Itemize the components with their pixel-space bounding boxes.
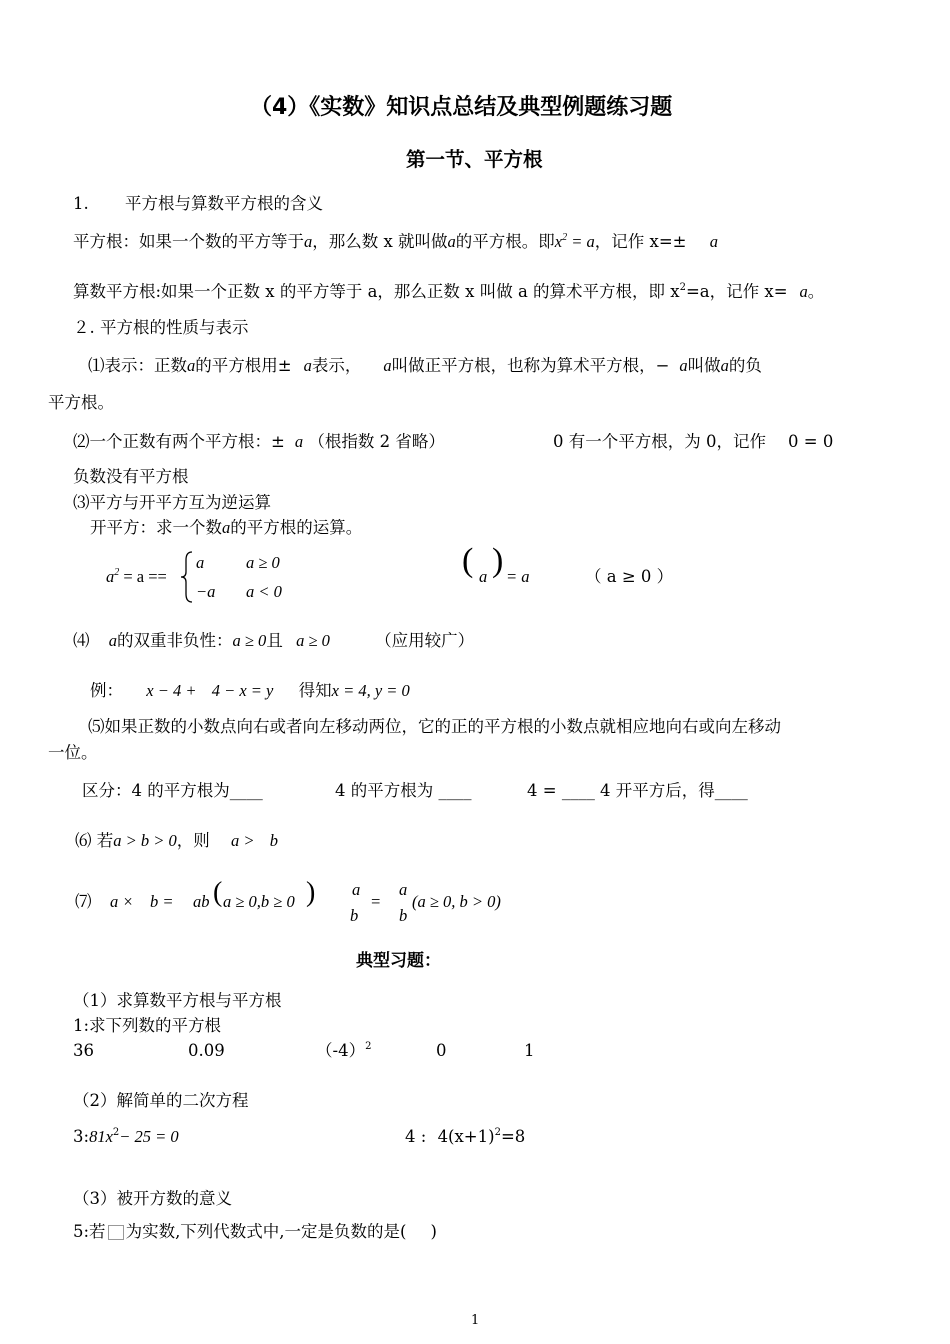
exercise-5-close: ) [430,1222,437,1241]
fraction-numerator: a [352,880,361,899]
def2-text-b: =a，记作 x= [685,282,788,301]
exponent: 2 [112,1127,120,1138]
brace-icon [180,550,194,604]
property-3-def [90,518,362,538]
formula-eq: = a == [123,567,167,586]
property-5-cont: 一位。 [48,743,98,762]
p3-text-b: 开平方：求一个数 [90,518,222,537]
exercise-4-rhs: =8 [500,1127,526,1146]
distinguish-2: 4 的平方根为 ____ [335,781,472,800]
exercise-4-label: 4 : [405,1127,427,1146]
var-a: a [720,356,729,375]
p2-text-a: ⑵一个正数有两个平方根：± [73,432,285,451]
exercise-3-label: 3: [73,1127,90,1146]
formula-r-cond: （ a ≥ 0 ） [585,567,674,586]
p4-text-c: 的双重非负性： [117,631,233,650]
formula-cond2: a < 0 [246,582,282,601]
math-sqrt0-eq-0: 0 = 0 [788,432,834,451]
def1-text-a: 平方根：如果一个数的平方等于 [73,232,304,251]
fraction-numerator: a [399,880,408,899]
def2-text-c: 。 [807,282,825,301]
def1-text-b: ，那么数 x 就叫做 [312,232,448,251]
def1-text-c: 的平方根。即 [455,232,555,251]
formula-case1: a [196,553,205,572]
formula-case2: −a [196,582,216,601]
exercise-1-value-3-base: （-4） [316,1041,366,1060]
property-1-cont: 平方根。 [48,393,114,412]
paren-right: ) [492,542,504,579]
exercise-2-heading: （2）解简单的二次方程 [73,1091,249,1110]
property-3: ⑶平方与开平方互为逆运算 [73,493,271,512]
exponent: 2 [365,1041,372,1052]
paren-left: ( [213,877,223,908]
math-a-ge-0: a ≥ 0 [232,631,267,650]
p6-text-a: ⑹ 若 [75,831,114,850]
exercise-2-item-4 [405,1127,525,1150]
math-sqrt-a: a > [231,831,255,850]
p1-text-a: ⑴表示：正数 [88,356,187,375]
exercise-3-heading: （3）被开方数的意义 [73,1189,232,1208]
example [90,681,410,701]
exercise-5-label: 5:若 [73,1222,106,1241]
item-1-number: 1. [73,194,89,213]
item-2-heading: ２. 平方根的性质与表示 [73,318,249,337]
distinguish-1: 区分：4 的平方根为____ [82,781,263,800]
exercise-3-rhs: − 25 = 0 [119,1127,179,1146]
p3-text-c: 的平方根的运算。 [230,518,363,537]
exponent: 2 [114,567,120,578]
formula-cond1: a ≥ 0 [246,553,280,572]
definition-square-root [73,232,718,255]
exercise-2-item-3 [73,1127,179,1150]
section-heading: 第一节、平方根 [406,148,543,171]
math-sqrt-a-ge-0: a ≥ 0 [296,631,330,650]
paren-right: ) [306,877,316,908]
def1-text-d: ，记作 x=± [594,232,687,251]
item-1-heading: 平方根与算数平方根的含义 [125,194,323,213]
math-x2-eq-a: $x^2 = a$ [554,232,595,251]
formula-a: a [106,567,115,586]
var-a: a [294,432,304,451]
page-title: （4）《实数》知识点总结及典型例题练习题 [250,95,673,120]
p2-text-b: （根指数 2 省略） [308,432,445,451]
example-label: 例： [90,681,123,700]
formula-r-eq: = a [506,567,530,586]
var-a: a [447,232,456,251]
p7-b-eq: b = [150,892,174,911]
p7-condition-1: a ≥ 0,b ≥ 0 [223,892,295,911]
property-2 [73,432,445,452]
example-expr-1: x − 4 + [146,681,197,700]
var-a: a [222,518,231,537]
paren-left: ( [462,542,474,579]
distinguish-3: 4 = ____ 4 开平方后，得____ [527,781,748,800]
placeholder-box-icon [108,1225,124,1240]
p4-text-e: 且 [266,631,283,650]
exponent: 2 [494,1127,501,1138]
exercise-1-heading: （1）求算数平方根与平方根 [73,991,282,1010]
p1-text-b: 的平方根用± [195,356,292,375]
p7-condition-2: (a ≥ 0, b > 0) [412,892,501,911]
p2-text-c: 0 有一个平方根，为 0，记作 [553,432,766,451]
exercise-1-value-4: 0 [436,1041,447,1060]
exponent: 2 [562,232,568,243]
exercise-1-task: 1:求下列数的平方根 [73,1016,222,1035]
example-text: 得知 [298,681,332,700]
property-1 [88,356,762,376]
exercise-4-lhs: 4(x+1) [437,1127,495,1146]
property-7-label: ⑺ [75,892,92,911]
math-sqrt-b: b [269,831,279,850]
exercise-1-value-5: 1 [524,1041,535,1060]
formula-lhs [106,567,167,590]
p7-ab: ab [193,892,210,911]
property-5: ⑸如果正数的小数点向右或者向左移动两位，它的正的平方根的小数点就相应地向右或向左移动 [88,717,781,736]
property-2-negative: 负数没有平方根 [73,467,189,486]
var-a: a [304,232,313,251]
property-4 [73,631,474,651]
p7-a-times: a × [110,892,134,911]
var-a: a [108,631,117,650]
exercise-1-value-1: 36 [73,1041,94,1060]
var-a: a [383,356,392,375]
def2-text-a: 算数平方根:如果一个正数 x 的平方等于 a，那么正数 x 叫做 a 的算术平方根，即 x [73,282,680,301]
formula-r-a: a [479,567,488,586]
p1-text-c: 表示， [311,356,362,375]
page-number: 1 [471,1313,480,1328]
var-a: a [709,232,718,251]
p4-text-g: （应用较广） [375,631,475,650]
p1-text-d: 叫做正平方根，也称为算术平方根，− [391,356,670,375]
exercise-3-lhs: 81x [89,1127,113,1146]
exercise-5-text: 为实数,下列代数式中,一定是负数的是( [125,1222,407,1241]
property-2-zero [553,432,833,452]
var-a: a [303,356,312,375]
exercise-5 [73,1222,437,1242]
p4-text-a: ⑷ [73,631,90,650]
exercises-heading: 典型习题： [356,951,441,971]
p6-text-c: ，则 [176,831,210,850]
var-a: a [679,356,688,375]
p1-text-f: 的负 [728,356,762,375]
fraction-denominator: b [399,906,408,925]
p1-text-e: 叫做 [687,356,721,375]
math-a-gt-b-gt-0: a > b > 0 [113,831,177,850]
var-a: a [799,282,808,301]
exercise-1-value-3 [316,1041,371,1064]
var-a: a [187,356,196,375]
example-result: x = 4, y = 0 [331,681,410,700]
fraction-denominator: b [350,906,359,925]
example-expr-2: 4 − x = y [211,681,274,700]
exercise-1-value-2: 0.09 [188,1041,225,1060]
exponent: 2 [679,282,686,293]
definition-arithmetic-root [73,282,824,305]
property-6 [75,831,278,851]
p7-eq: = [370,892,382,911]
